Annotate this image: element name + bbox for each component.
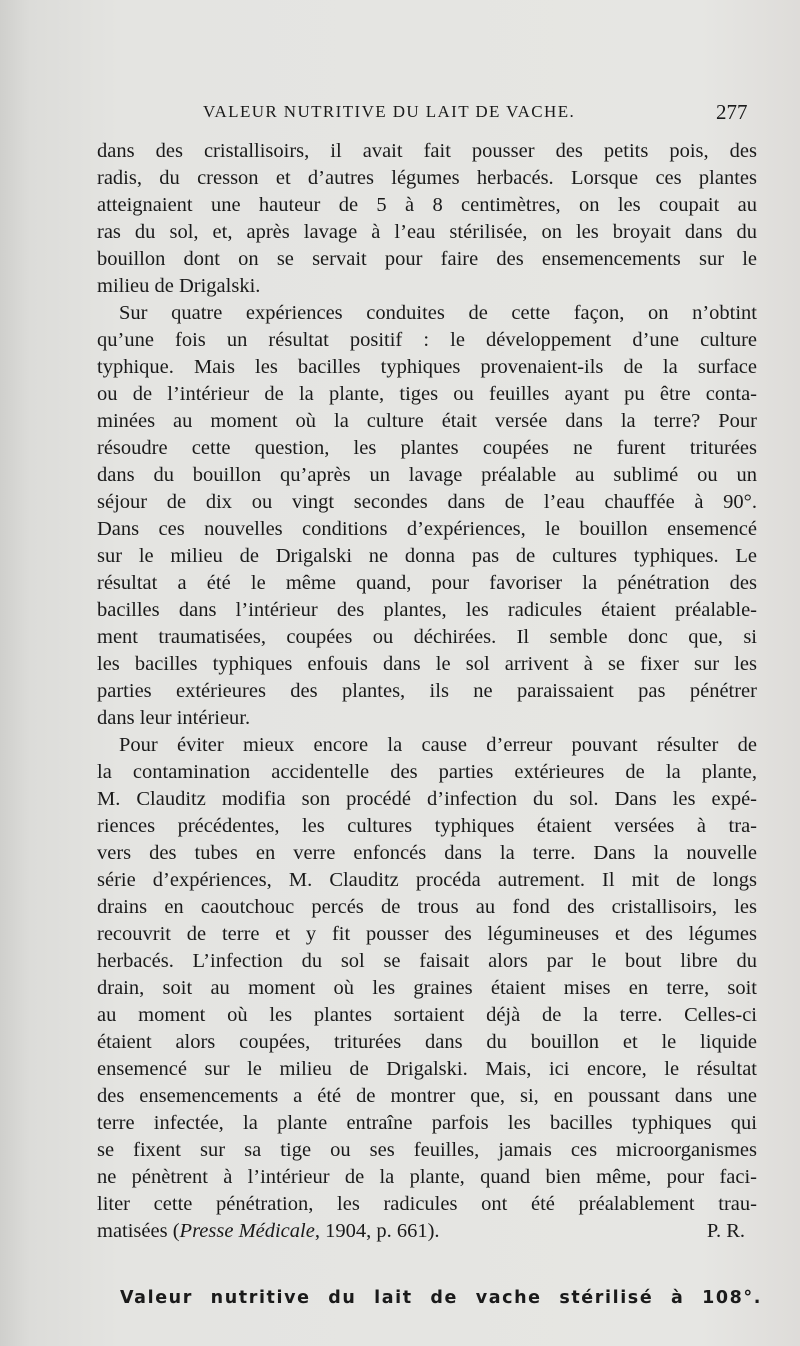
text-line: la contamination accidentelle des parties extérieures de la plante, bbox=[97, 761, 757, 783]
text-line: sur le milieu de Drigalski ne donna pas de cultures typhiques. Le bbox=[97, 545, 757, 567]
running-head: VALEUR NUTRITIVE DU LAIT DE VACHE. bbox=[203, 102, 576, 121]
text-line: typhique. Mais les bacilles typhiques provenaient-ils de la surface bbox=[97, 356, 757, 378]
text-line: résoudre cette question, les plantes coupées ne furent triturées bbox=[97, 437, 757, 459]
text-line: bouillon dont on se servait pour faire des ensemencements sur le bbox=[97, 248, 757, 270]
text-line: milieu de Drigalski. bbox=[97, 275, 261, 297]
text-line: ment traumatisées, coupées ou déchirées. Il semble donc que, si bbox=[97, 626, 757, 648]
text-line: au moment où les plantes sortaient déjà de la terre. Celles-ci bbox=[97, 1004, 757, 1026]
text-line: les bacilles typhiques enfouis dans le sol arrivent à se fixer sur les bbox=[97, 653, 757, 675]
text-line: Sur quatre expériences conduites de cette façon, on n’obtint bbox=[119, 302, 757, 324]
text-line: dans des cristallisoirs, il avait fait pousser des petits pois, des bbox=[97, 140, 757, 162]
text-line: résultat a été le même quand, pour favoriser la pénétration des bbox=[97, 572, 757, 594]
text-line: herbacés. L’infection du sol se faisait alors par le bout libre du bbox=[97, 950, 757, 972]
page-header bbox=[0, 100, 800, 130]
text-line: qu’une fois un résultat positif : le développement d’une culture bbox=[97, 329, 757, 351]
body-text bbox=[97, 138, 757, 1245]
text-line: drains en caoutchouc percés de trous au fond des cristallisoirs, les bbox=[97, 896, 757, 918]
text-line: ras du sol, et, après lavage à l’eau stérilisée, on les broyait dans du bbox=[97, 221, 757, 243]
text-line: dans leur intérieur. bbox=[97, 707, 251, 729]
text-line: dans du bouillon qu’après un lavage préalable au sublimé ou un bbox=[97, 464, 757, 486]
text-line: bacilles dans l’intérieur des plantes, les radicules étaient préalable- bbox=[97, 599, 757, 621]
text-line: ou de l’intérieur de la plante, tiges ou feuilles ayant pu être conta- bbox=[97, 383, 757, 405]
text-line: série d’expériences, M. Clauditz procéda autrement. Il mit de longs bbox=[97, 869, 757, 891]
text-line: liter cette pénétration, les radicules ont été préalablement trau- bbox=[97, 1193, 757, 1215]
author-signature: P. R. bbox=[706, 1220, 745, 1242]
text-line: riences précédentes, les cultures typhiques étaient versées à tra- bbox=[97, 815, 757, 837]
text-line: radis, du cresson et d’autres légumes herbacés. Lorsque ces plantes bbox=[97, 167, 757, 189]
citation-prefix: matisées ( bbox=[97, 1220, 180, 1242]
citation-suffix: , 1904, p. 661). bbox=[314, 1220, 440, 1242]
text-line: Pour éviter mieux encore la cause d’erreur pouvant résulter de bbox=[119, 734, 757, 756]
text-line: des ensemencements a été de montrer que, si, en poussant dans une bbox=[97, 1085, 757, 1107]
page-number: 277 bbox=[716, 100, 748, 124]
text-line: parties extérieures des plantes, ils ne paraissaient pas pénétrer bbox=[97, 680, 757, 702]
text-line: Dans ces nouvelles conditions d’expériences, le bouillon ensemencé bbox=[97, 518, 757, 540]
text-line: se fixent sur sa tige ou ses feuilles, jamais ces microorganismes bbox=[97, 1139, 757, 1161]
text-line: minées au moment où la culture était versée dans la terre? Pour bbox=[97, 410, 757, 432]
citation-line bbox=[97, 1218, 757, 1245]
text-line: drain, soit au moment où les graines étaient mises en terre, soit bbox=[97, 977, 757, 999]
citation-source: Presse Médicale bbox=[179, 1220, 315, 1242]
text-line: séjour de dix ou vingt secondes dans de l’eau chauffée à 90°. bbox=[97, 491, 757, 513]
text-line: étaient alors coupées, triturées dans du bouillon et le liquide bbox=[97, 1031, 757, 1053]
text-line: recouvrit de terre et y fit pousser des légumineuses et des légumes bbox=[97, 923, 757, 945]
text-line: vers des tubes en verre enfoncés dans la terre. Dans la nouvelle bbox=[97, 842, 757, 864]
text-line: atteignaient une hauteur de 5 à 8 centimètres, on les coupait au bbox=[97, 194, 757, 216]
text-line: ne pénètrent à l’intérieur de la plante, quand bien même, pour faci- bbox=[97, 1166, 757, 1188]
text-line: M. Clauditz modifia son procédé d’infection du sol. Dans les expé- bbox=[97, 788, 757, 810]
next-article-title: Valeur nutritive du lait de vache stérilisé à 108°. bbox=[120, 1288, 763, 1308]
text-line: ensemencé sur le milieu de Drigalski. Mais, ici encore, le résultat bbox=[97, 1058, 757, 1080]
text-line: terre infectée, la plante entraîne parfois les bacilles typhiques qui bbox=[97, 1112, 757, 1134]
